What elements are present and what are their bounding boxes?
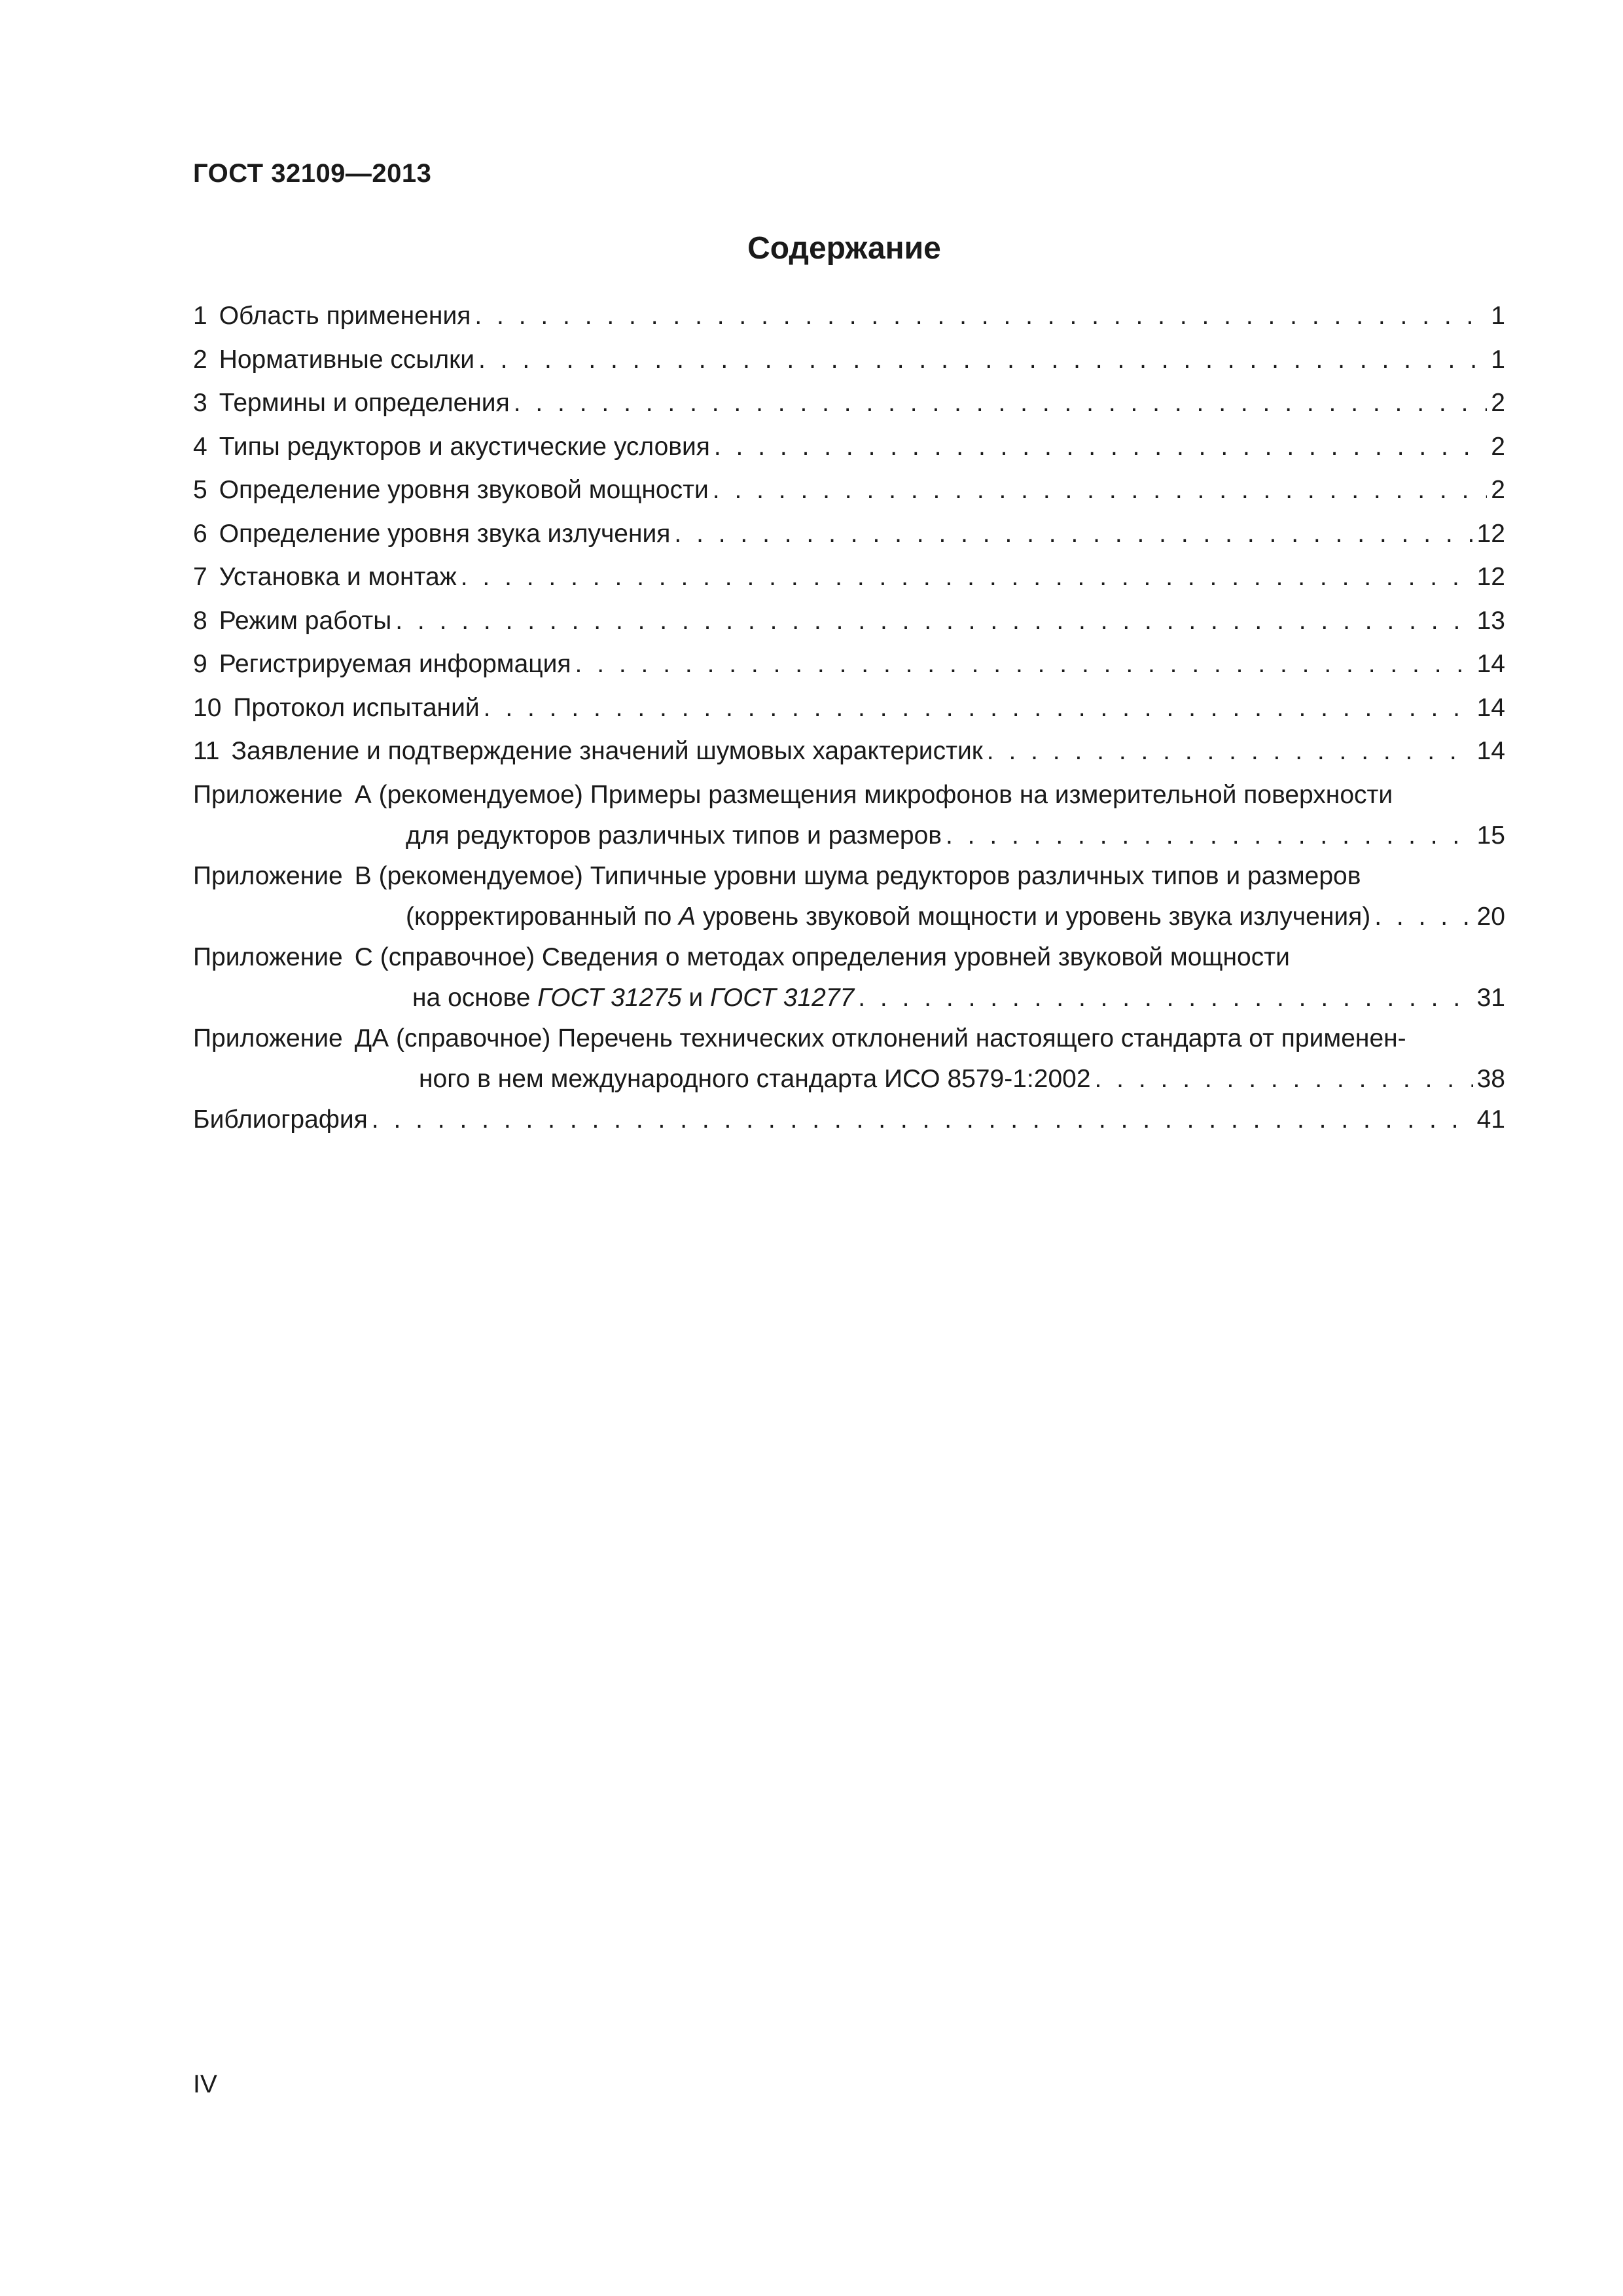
toc-number: 1 (193, 302, 207, 330)
toc-text: Термины и определения (219, 389, 510, 417)
toc-page: 41 (1476, 1105, 1505, 1134)
toc-leader (484, 687, 1473, 730)
appendix-label: Приложение (193, 1024, 343, 1052)
toc-entry[interactable] (193, 556, 1505, 600)
toc-text: Типы редукторов и акустические условия (219, 432, 710, 461)
toc-number: 9 (193, 650, 207, 678)
toc-entry[interactable] (193, 469, 1505, 512)
toc-entry[interactable] (193, 643, 1505, 687)
page-title: Содержание (747, 231, 941, 266)
appendix-title: ДА (справочное) Перечень технических отклонений настоящего стандарта от применен- (354, 1024, 1406, 1052)
toc-page: 38 (1476, 1064, 1505, 1093)
toc-number: 8 (193, 606, 207, 635)
toc-leader (514, 382, 1488, 425)
toc-text: Установка и монтаж (219, 563, 457, 591)
appendix-label: Приложение (193, 942, 343, 971)
toc-leader (1095, 1058, 1473, 1102)
toc-entry[interactable] (193, 382, 1505, 425)
toc-text: Нормативные ссылки (219, 345, 474, 374)
toc-text: Протокол испытаний (233, 693, 480, 722)
toc-number: 6 (193, 519, 207, 548)
toc-number: 2 (193, 345, 207, 374)
toc-page: 12 (1476, 519, 1505, 548)
toc-appendix-b[interactable] (193, 855, 1505, 936)
toc-page: 1 (1491, 345, 1505, 374)
toc-page: 2 (1491, 432, 1505, 461)
toc-page: 31 (1476, 983, 1505, 1012)
toc-appendix-da[interactable] (193, 1017, 1505, 1098)
appendix-label: Приложение (193, 780, 343, 809)
toc-number: 5 (193, 476, 207, 504)
toc-text: Заявление и подтверждение значений шумовых характеристик (231, 737, 983, 765)
toc-entry[interactable] (193, 295, 1505, 338)
document-header: ГОСТ 32109—2013 (193, 159, 432, 188)
appendix-title-cont: ного в нем международного стандарта ИСО 8579-1:2002 (419, 1064, 1091, 1093)
toc-leader (987, 730, 1473, 774)
appendix-label: Приложение (193, 861, 343, 890)
toc-appendix-c[interactable] (193, 936, 1505, 1017)
toc-page: 20 (1476, 902, 1505, 931)
toc-leader (713, 469, 1488, 512)
toc-page: 13 (1476, 606, 1505, 635)
appendix-title: С (справочное) Сведения о методах определения уровней звуковой мощности (354, 942, 1290, 971)
appendix-title: В (рекомендуемое) Типичные уровни шума редукторов различных типов и размеров (354, 861, 1361, 890)
table-of-contents (193, 295, 1505, 1141)
page-number: IV (193, 2070, 217, 2098)
toc-leader (461, 556, 1473, 600)
toc-leader (714, 425, 1487, 469)
toc-number: 11 (193, 737, 220, 765)
toc-page: 14 (1476, 693, 1505, 722)
toc-leader (478, 338, 1487, 382)
toc-appendix-a[interactable] (193, 774, 1505, 855)
toc-number: 3 (193, 389, 207, 417)
toc-text: Режим работы (219, 606, 392, 635)
toc-leader (575, 643, 1473, 687)
toc-entry[interactable] (193, 687, 1505, 730)
appendix-title-cont: на основе ГОСТ 31275 и ГОСТ 31277 (412, 983, 855, 1012)
toc-text: Регистрируемая информация (219, 650, 571, 678)
toc-page: 2 (1491, 389, 1505, 417)
toc-entry[interactable] (193, 425, 1505, 469)
toc-leader (674, 512, 1472, 556)
toc-page: 14 (1476, 737, 1505, 765)
toc-page: 15 (1476, 821, 1505, 850)
toc-entry-bibliography[interactable] (193, 1098, 1505, 1142)
appendix-title-cont: для редукторов различных типов и размеров (406, 821, 942, 850)
toc-page: 1 (1491, 302, 1505, 330)
toc-leader (372, 1098, 1473, 1142)
toc-leader (395, 600, 1472, 643)
toc-entry[interactable] (193, 730, 1505, 774)
toc-text: Библиография (193, 1105, 368, 1134)
toc-number: 7 (193, 563, 207, 591)
toc-text: Определение уровня звука излучения (219, 519, 671, 548)
toc-number: 4 (193, 432, 207, 461)
toc-entry[interactable] (193, 512, 1505, 556)
appendix-title: А (рекомендуемое) Примеры размещения микрофонов на измерительной поверхности (354, 780, 1393, 809)
toc-page: 12 (1476, 563, 1505, 591)
toc-entry[interactable] (193, 338, 1505, 382)
toc-leader (946, 814, 1473, 858)
toc-page: 14 (1476, 650, 1505, 678)
appendix-title-cont: (корректированный по А уровень звуковой мощности и уровень звука излучения) (406, 902, 1371, 931)
toc-text: Область применения (219, 302, 471, 330)
toc-leader (474, 295, 1487, 338)
toc-text: Определение уровня звуковой мощности (219, 476, 709, 504)
toc-leader (858, 977, 1472, 1020)
toc-page: 2 (1491, 476, 1505, 504)
toc-entry[interactable] (193, 600, 1505, 643)
toc-number: 10 (193, 693, 222, 722)
toc-leader (1374, 895, 1472, 939)
